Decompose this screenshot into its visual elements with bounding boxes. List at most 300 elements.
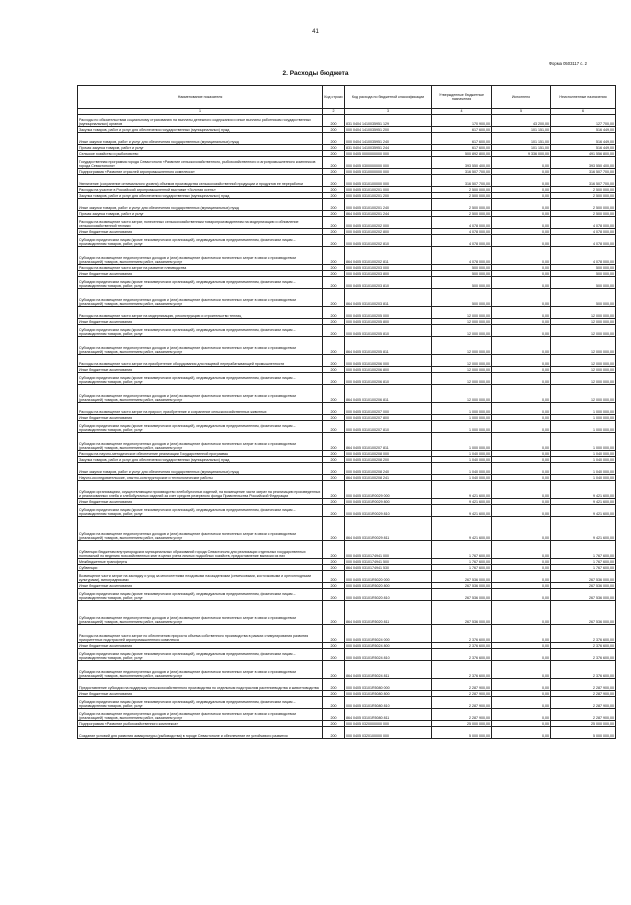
row-executed: 0,00	[492, 289, 551, 307]
row-remaining: 5 000 000,00	[551, 727, 616, 739]
table-row	[78, 433, 616, 451]
page-number: 41	[312, 29, 319, 35]
row-approved: 12 000 000,00	[432, 325, 492, 337]
row-remaining: 2 287 900,00	[551, 679, 616, 691]
row-executed: 0,00	[492, 319, 551, 325]
row-classification-code: 000 0405 0310100208 200	[345, 457, 432, 463]
row-name: Иные бюджетные ассигнования	[78, 229, 323, 235]
row-line-code: 200	[323, 415, 345, 421]
row-approved: 2 500 000,00	[432, 211, 492, 217]
row-remaining: 4 078 000,00	[551, 217, 616, 229]
row-remaining: 12 000 000,00	[551, 385, 616, 403]
row-executed: 0,00	[492, 421, 551, 433]
row-approved: 1 767 600,00	[432, 559, 492, 565]
row-name: Научно-исследовательские, опытно-конструкторские и технологические работы	[78, 475, 323, 481]
row-line-code: 200	[323, 355, 345, 367]
row-line-code: 200	[323, 679, 345, 691]
row-remaining: 1 767 600,00	[551, 541, 616, 559]
row-executed: 0,00	[492, 271, 551, 277]
row-name: Государственная программа города Севастополя «Развитие сельскохозяйственного, рыбохозяйственного и агропромышленного комплексов города Севастополя»	[78, 157, 323, 169]
row-name: Иные бюджетные ассигнования	[78, 367, 323, 373]
row-approved: 2 500 000,00	[432, 187, 492, 193]
row-executed: 0,00	[492, 475, 551, 481]
row-line-code: 200	[323, 565, 345, 571]
row-name: Увеличение (сохранение оптимального уровня) объемов производства сельскохозяйственной продукции и продуктов ее переработки	[78, 175, 323, 187]
row-executed: 0,00	[492, 433, 551, 451]
table-row	[78, 727, 616, 739]
row-executed: 0,00	[492, 277, 551, 289]
row-approved: 1 040 000,00	[432, 451, 492, 457]
row-name: Закупка товаров, работ и услуг для обеспечения государственных (муниципальных) нужд	[78, 127, 323, 133]
table-row	[78, 625, 616, 643]
row-approved: 267 536 000,00	[432, 601, 492, 625]
row-classification-code: 000 0405 0310100203 800	[345, 271, 432, 277]
row-name: Иные бюджетные ассигнования	[78, 583, 323, 589]
row-approved: 2 376 600,00	[432, 625, 492, 643]
row-name: Субсидии на возмещение недополученных доходов и (или) возмещение фактически понесенных затрат в связи с производством (реализацией) товаров, выполнением работ, оказанием услуг	[78, 709, 323, 721]
row-line-code: 200	[323, 697, 345, 709]
row-classification-code: 864 0405 0310100202 811	[345, 247, 432, 265]
row-executed: 0,00	[492, 541, 551, 559]
row-executed: 0,00	[492, 721, 551, 727]
row-classification-code: 864 0405 0310100203 811	[345, 289, 432, 307]
row-classification-code: 000 0405 0310100208 240	[345, 463, 432, 475]
row-line-code: 200	[323, 175, 345, 187]
row-line-code: 200	[323, 319, 345, 325]
row-name: Субсидии на возмещение недополученных доходов и (или) возмещение фактически понесенных затрат в связи с производством (реализацией) товаров, выполнением работ, оказанием услуг	[78, 661, 323, 679]
row-remaining: 500 000,00	[551, 289, 616, 307]
row-classification-code: 000 0405 03101R5020 810	[345, 589, 432, 601]
row-line-code: 200	[323, 661, 345, 679]
row-remaining: 12 000 000,00	[551, 319, 616, 325]
row-approved: 12 000 000,00	[432, 337, 492, 355]
table-row	[78, 289, 616, 307]
table-row	[78, 571, 616, 583]
row-executed: 0,00	[492, 337, 551, 355]
row-approved: 1 000 000,00	[432, 421, 492, 433]
row-name: Подпрограмма «Развитие отраслей агропромышленного комплекса»	[78, 169, 323, 175]
row-line-code: 200	[323, 277, 345, 289]
row-executed: 0,00	[492, 559, 551, 565]
row-classification-code: 000 0405 0320000000 000	[345, 721, 432, 727]
row-classification-code: 000 0405 0310000000 000	[345, 169, 432, 175]
row-classification-code: 000 0405 0310100205 000	[345, 307, 432, 319]
row-line-code: 200	[323, 589, 345, 601]
row-remaining: 500 000,00	[551, 265, 616, 271]
row-approved: 9 421 600,00	[432, 505, 492, 517]
header-approved: Утвержденные бюджетные назначения	[432, 86, 492, 109]
row-name: Расходы на возмещение части затрат на развитие племводства	[78, 265, 323, 271]
row-classification-code: 000 0405 03101R5080 800	[345, 691, 432, 697]
table-row	[78, 403, 616, 415]
row-executed: 0,00	[492, 679, 551, 691]
row-remaining: 2 500 000,00	[551, 199, 616, 211]
table-row	[78, 325, 616, 337]
row-approved: 1 767 600,00	[432, 565, 492, 571]
row-name: Субсидии на возмещение недополученных доходов и (или) возмещение фактически понесенных затрат в связи с производством (реализацией) товаров, выполнением работ, оказанием услуг	[78, 247, 323, 265]
row-executed: 0,00	[492, 697, 551, 709]
row-approved: 25 000 000,00	[432, 721, 492, 727]
row-classification-code: 000 0405 0000000000 000	[345, 151, 432, 157]
table-body	[78, 115, 616, 739]
row-approved: 500 000,00	[432, 289, 492, 307]
row-name: Расходы по обязательствам социальному страхованию на выплаты денежного содержания и иные выплаты работникам государственных (муниципальных) органов	[78, 115, 323, 127]
row-approved: 267 536 000,00	[432, 571, 492, 583]
row-remaining: 267 536 000,00	[551, 601, 616, 625]
row-line-code: 200	[323, 145, 345, 151]
table-row	[78, 337, 616, 355]
row-remaining: 1 040 000,00	[551, 451, 616, 457]
row-executed: 0,00	[492, 727, 551, 739]
row-remaining: 12 000 000,00	[551, 373, 616, 385]
row-approved: 1 000 000,00	[432, 415, 492, 421]
row-remaining: 267 536 000,00	[551, 571, 616, 583]
row-executed: 0,00	[492, 235, 551, 247]
row-approved: 2 376 600,00	[432, 661, 492, 679]
row-approved: 9 421 600,00	[432, 517, 492, 541]
table-row	[78, 709, 616, 721]
row-executed: 0,00	[492, 355, 551, 367]
row-executed: 0,00	[492, 373, 551, 385]
row-classification-code: 000 0405 0310100206 800	[345, 367, 432, 373]
row-remaining: 1 767 600,00	[551, 559, 616, 565]
expenses-table	[77, 85, 616, 739]
row-executed: 0,00	[492, 175, 551, 187]
row-name: Иные бюджетные ассигнования	[78, 319, 323, 325]
row-executed: 0,00	[492, 367, 551, 373]
row-executed: 0,00	[492, 457, 551, 463]
row-name: Иные бюджетные ассигнования	[78, 271, 323, 277]
table-row	[78, 199, 616, 211]
row-approved: 170 900,00	[432, 115, 492, 127]
row-approved: 12 000 000,00	[432, 373, 492, 385]
row-remaining: 1 000 000,00	[551, 415, 616, 421]
row-remaining: 2 500 000,00	[551, 187, 616, 193]
row-classification-code: 864 0405 0310100201 244	[345, 211, 432, 217]
row-line-code: 200	[323, 367, 345, 373]
row-line-code: 200	[323, 499, 345, 505]
row-approved: 1 000 000,00	[432, 433, 492, 451]
row-approved: 12 000 000,00	[432, 367, 492, 373]
row-classification-code: 000 0405 0310100202 810	[345, 235, 432, 247]
row-remaining: 516 449,00	[551, 127, 616, 133]
row-executed: 0,00	[492, 463, 551, 475]
row-line-code: 200	[323, 373, 345, 385]
row-name: Субсидии на возмещение недополученных доходов и (или) возмещение фактически понесенных затрат в связи с производством (реализацией) товаров, выполнением работ, оказанием услуг	[78, 337, 323, 355]
row-remaining: 12 000 000,00	[551, 355, 616, 367]
row-approved: 267 536 000,00	[432, 583, 492, 589]
row-remaining: 1 040 000,00	[551, 475, 616, 481]
table-row	[78, 661, 616, 679]
row-remaining: 2 287 900,00	[551, 691, 616, 697]
row-name: Иные закупки товаров, работ и услуг для обеспечения государственных (муниципальных) нужд	[78, 133, 323, 145]
row-line-code: 200	[323, 643, 345, 649]
row-executed: 0,00	[492, 643, 551, 649]
row-executed: 0,00	[492, 691, 551, 697]
row-name: Закупка товаров, работ и услуг для обеспечения государственных (муниципальных) нужд	[78, 193, 323, 199]
row-executed: 101 151,00	[492, 127, 551, 133]
row-executed: 101 151,00	[492, 133, 551, 145]
row-line-code: 200	[323, 187, 345, 193]
column-number: 3	[345, 109, 432, 115]
row-name: Создание условий для развития аквакультуры (рыбоводства) в городе Севастополе и обеспечение ее устойчивого развития	[78, 727, 323, 739]
row-line-code: 200	[323, 601, 345, 625]
row-approved: 500 892 800,00	[432, 151, 492, 157]
row-line-code: 200	[323, 727, 345, 739]
row-classification-code: 000 0405 0310100201 000	[345, 187, 432, 193]
row-name: Субсидии на возмещение недополученных доходов и (или) возмещение фактически понесенных затрат в связи с производством (реализацией) товаров, выполнением работ, оказанием услуг	[78, 517, 323, 541]
row-classification-code: 000 0405 0300000000 000	[345, 157, 432, 169]
row-remaining: 500 000,00	[551, 277, 616, 289]
row-classification-code: 000 0404 1410035951 240	[345, 133, 432, 145]
row-executed: 0,00	[492, 415, 551, 421]
row-approved: 4 078 000,00	[432, 235, 492, 247]
row-name: Субвенции	[78, 565, 323, 571]
row-line-code: 200	[323, 247, 345, 265]
row-line-code: 200	[323, 235, 345, 247]
row-line-code: 200	[323, 271, 345, 277]
row-line-code: 200	[323, 289, 345, 307]
row-approved: 2 287 900,00	[432, 709, 492, 721]
row-approved: 2 287 900,00	[432, 679, 492, 691]
row-classification-code: 864 0405 0310174941 530	[345, 565, 432, 571]
row-name: Иные закупки товаров, работ и услуг для обеспечения государственных (муниципальных) нужд	[78, 199, 323, 211]
row-line-code: 200	[323, 229, 345, 235]
row-name: Субсидии юридическим лицам (кроме некоммерческих организаций), индивидуальным предпринимателям, физическим лицам – производителям товаров, работ, услуг	[78, 325, 323, 337]
row-line-code: 200	[323, 649, 345, 661]
row-line-code: 200	[323, 151, 345, 157]
row-remaining: 1 000 000,00	[551, 421, 616, 433]
row-approved: 2 376 600,00	[432, 643, 492, 649]
row-executed: 0,00	[492, 661, 551, 679]
row-approved: 2 287 900,00	[432, 691, 492, 697]
row-remaining: 2 287 900,00	[551, 697, 616, 709]
row-name: Расходы на возмещение части затрат, понесенных сельскохозяйственным товаропроизводителям на модернизацию и обновление сельскохозяйственной техники	[78, 217, 323, 229]
column-number: 2	[323, 109, 345, 115]
row-name: Субсидии организациям, осуществляющим производство хлебобулочных изделий, на возмещение части затрат на реализацию произведенных и реализованных хлеба и хлебобулочных изделий за счет средств резервного фонда Правительства Российской Федерации	[78, 481, 323, 499]
row-classification-code: 864 0405 03101R5020 811	[345, 601, 432, 625]
header-line-code: Код строки	[323, 86, 345, 109]
row-executed: 0,00	[492, 481, 551, 499]
column-number: 6	[551, 109, 616, 115]
table-row	[78, 421, 616, 433]
row-line-code: 200	[323, 193, 345, 199]
row-executed: 0,00	[492, 583, 551, 589]
table-row	[78, 235, 616, 247]
row-name: Субсидии на возмещение недополученных доходов и (или) возмещение фактически понесенных затрат в связи с производством (реализацией) товаров, выполнением работ, оказанием услуг	[78, 601, 323, 625]
row-remaining: 516 449,00	[551, 145, 616, 151]
row-classification-code: 000 0405 03101R5024 000	[345, 625, 432, 643]
row-remaining: 9 421 600,00	[551, 517, 616, 541]
row-line-code: 200	[323, 265, 345, 271]
table-row	[78, 277, 616, 289]
table-row	[78, 355, 616, 367]
row-line-code: 200	[323, 133, 345, 145]
row-classification-code: 000 0405 03101R0029 800	[345, 499, 432, 505]
row-classification-code: 000 0405 03101R5024 810	[345, 649, 432, 661]
row-name: Иные бюджетные ассигнования	[78, 415, 323, 421]
row-remaining: 491 556 800,00	[551, 151, 616, 157]
row-classification-code: 000 0405 0310100206 810	[345, 373, 432, 385]
row-name: Субсидии на возмещение недополученных доходов и (или) возмещение фактически понесенных затрат в связи с производством (реализацией) товаров, выполнением работ, оказанием услуг	[78, 385, 323, 403]
row-remaining: 393 550 400,00	[551, 157, 616, 169]
row-line-code: 200	[323, 541, 345, 559]
row-line-code: 200	[323, 709, 345, 721]
row-classification-code: 000 0405 0310100203 000	[345, 265, 432, 271]
row-executed: 0,00	[492, 211, 551, 217]
row-name: Субсидии юридическим лицам (кроме некоммерческих организаций), индивидуальным предпринимателям, физическим лицам – производителям товаров, работ, услуг	[78, 697, 323, 709]
row-name: Иные бюджетные ассигнования	[78, 643, 323, 649]
row-approved: 5 000 000,00	[432, 727, 492, 739]
row-name: Иные бюджетные ассигнования	[78, 691, 323, 697]
table-row	[78, 115, 616, 127]
row-classification-code: 000 0405 0320100000 000	[345, 727, 432, 739]
row-name: Субсидии юридическим лицам (кроме некоммерческих организаций), индивидуальным предпринимателям, физическим лицам – производителям товаров, работ, услуг	[78, 505, 323, 517]
row-name: Расходы на научно-методическое обеспечение реализации Государственной программы	[78, 451, 323, 457]
row-classification-code: 000 0405 0310174941 000	[345, 541, 432, 559]
row-remaining: 4 078 000,00	[551, 229, 616, 235]
row-line-code: 200	[323, 115, 345, 127]
column-number: 5	[492, 109, 551, 115]
row-name: Субсидии на возмещение недополученных доходов и (или) возмещение фактически понесенных затрат в связи с производством (реализацией) товаров, выполнением работ, оказанием услуг	[78, 289, 323, 307]
table-row	[78, 649, 616, 661]
row-approved: 12 000 000,00	[432, 355, 492, 367]
row-approved: 12 000 000,00	[432, 319, 492, 325]
row-name: Расходы на возмещение части затрат по обеспечению прироста объема собственного производства в рамках стимулирования развития приоритетных подотраслей агропромышленного комплекса	[78, 625, 323, 643]
row-remaining: 9 421 600,00	[551, 505, 616, 517]
row-name: Предоставление субсидии на поддержку сельскохозяйственного производства по отдельным подотраслям растениеводства и животноводства	[78, 679, 323, 691]
row-remaining: 2 376 600,00	[551, 625, 616, 643]
row-remaining: 127 700,00	[551, 115, 616, 127]
row-executed: 0,00	[492, 625, 551, 643]
row-approved: 2 500 000,00	[432, 199, 492, 211]
row-approved: 617 600,00	[432, 133, 492, 145]
row-classification-code: 000 0405 03101R0029 000	[345, 481, 432, 499]
row-executed: 0,00	[492, 601, 551, 625]
row-remaining: 1 040 000,00	[551, 463, 616, 475]
row-classification-code: 000 0405 0310100201 200	[345, 193, 432, 199]
row-remaining: 316 507 700,00	[551, 169, 616, 175]
row-line-code: 200	[323, 421, 345, 433]
row-remaining: 2 376 600,00	[551, 661, 616, 679]
column-number: 4	[432, 109, 492, 115]
table-row	[78, 133, 616, 145]
row-approved: 12 000 000,00	[432, 385, 492, 403]
row-name: Иные закупки товаров, работ и услуг для обеспечения государственных (муниципальных) нужд	[78, 463, 323, 475]
row-name: Субсидии юридическим лицам (кроме некоммерческих организаций), индивидуальным предпринимателям, физическим лицам – производителям товаров, работ, услуг	[78, 235, 323, 247]
row-remaining: 500 000,00	[551, 271, 616, 277]
row-approved: 2 376 600,00	[432, 649, 492, 661]
row-executed: 0,00	[492, 193, 551, 199]
row-name: Иные бюджетные ассигнования	[78, 499, 323, 505]
row-executed: 0,00	[492, 217, 551, 229]
row-remaining: 9 421 600,00	[551, 481, 616, 499]
row-approved: 4 078 000,00	[432, 229, 492, 235]
row-classification-code: 000 0405 0310100000 000	[345, 175, 432, 187]
row-line-code: 200	[323, 505, 345, 517]
table-row	[78, 373, 616, 385]
row-executed: 0,00	[492, 229, 551, 235]
row-remaining: 25 000 000,00	[551, 721, 616, 727]
row-classification-code: 000 0405 03101R5020 000	[345, 571, 432, 583]
row-executed: 0,00	[492, 265, 551, 271]
row-executed: 0,00	[492, 499, 551, 505]
row-approved: 4 078 000,00	[432, 247, 492, 265]
row-line-code: 200	[323, 517, 345, 541]
row-remaining: 267 536 000,00	[551, 589, 616, 601]
table-row	[78, 217, 616, 229]
row-name: Возмещение части затрат на закладку и уход за многолетними плодовыми насаждениями (семечковыми, косточковыми и орехоплодными культурами), виноградниками	[78, 571, 323, 583]
row-line-code: 200	[323, 325, 345, 337]
row-classification-code: 000 0405 0310100203 810	[345, 277, 432, 289]
table-row	[78, 517, 616, 541]
row-remaining: 316 507 700,00	[551, 175, 616, 187]
table-row	[78, 589, 616, 601]
row-name: Субсидии юридическим лицам (кроме некоммерческих организаций), индивидуальным предпринимателям, физическим лицам – производителям товаров, работ, услуг	[78, 589, 323, 601]
row-classification-code: 000 0405 0310100205 810	[345, 325, 432, 337]
row-approved: 12 000 000,00	[432, 307, 492, 319]
row-remaining: 267 536 000,00	[551, 583, 616, 589]
row-approved: 393 550 400,00	[432, 157, 492, 169]
row-name: Расходы на возмещение части затрат на модернизацию, реконструкцию и строительство теплиц	[78, 307, 323, 319]
row-line-code: 200	[323, 721, 345, 727]
row-classification-code: 000 0405 0310100207 810	[345, 421, 432, 433]
table-row	[78, 679, 616, 691]
row-remaining: 12 000 000,00	[551, 307, 616, 319]
row-remaining: 1 767 600,00	[551, 565, 616, 571]
table-row	[78, 541, 616, 559]
row-classification-code: 864 0405 0310100205 811	[345, 337, 432, 355]
row-remaining: 2 500 000,00	[551, 211, 616, 217]
row-line-code: 200	[323, 559, 345, 565]
row-name: Сельское хозяйство и рыболовство	[78, 151, 323, 157]
row-name: Подпрограмма «Развитие рыбохозяйственного комплекса»	[78, 721, 323, 727]
row-line-code: 200	[323, 475, 345, 481]
row-executed: 0,00	[492, 169, 551, 175]
row-classification-code: 000 0405 03101R5024 800	[345, 643, 432, 649]
row-executed: 0,00	[492, 157, 551, 169]
row-remaining: 4 078 000,00	[551, 247, 616, 265]
row-classification-code: 000 0405 0310100201 240	[345, 199, 432, 211]
row-line-code: 200	[323, 463, 345, 475]
header-classification-code: Код расхода по бюджетной классификации	[345, 86, 432, 109]
row-name: Расходы на возмещение части затрат на прирост, приобретение и сохранение сельскохозяйственных животных	[78, 403, 323, 415]
row-remaining: 12 000 000,00	[551, 325, 616, 337]
table-row	[78, 697, 616, 709]
row-approved: 500 000,00	[432, 271, 492, 277]
row-line-code: 200	[323, 433, 345, 451]
row-remaining: 9 421 600,00	[551, 499, 616, 505]
row-name: Субсидии юридическим лицам (кроме некоммерческих организаций), индивидуальным предпринимателям, физическим лицам – производителям товаров, работ, услуг	[78, 649, 323, 661]
row-classification-code: 000 0405 03101R5080 000	[345, 679, 432, 691]
row-classification-code: 864 0405 0310100206 811	[345, 385, 432, 403]
row-classification-code: 000 0405 0310100202 800	[345, 229, 432, 235]
row-classification-code: 864 0405 0310100207 811	[345, 433, 432, 451]
row-name: Расходы на возмещение части затрат на приобретение оборудования для пищевой перерабатывающей промышленности	[78, 355, 323, 367]
row-approved: 500 000,00	[432, 265, 492, 271]
row-name: Расходы на участие в Российской агропромышленной выставке «Золотая осень»	[78, 187, 323, 193]
row-name: Субвенции бюджетам внутригородских муниципальных образований города Севастополя для реализации отдельных государственных полномочий по ведению похозяйственных книг в целях учета личных подсобных хозяйств, предоставление выписки из них	[78, 541, 323, 559]
column-number: 1	[78, 109, 323, 115]
row-executed: 9 336 000,00	[492, 151, 551, 157]
row-classification-code: 000 0405 03101R0029 810	[345, 505, 432, 517]
table-row	[78, 127, 616, 133]
form-code: Форма 0503117 с. 2	[548, 61, 587, 66]
row-executed: 0,00	[492, 589, 551, 601]
row-line-code: 200	[323, 451, 345, 457]
row-name: Закупка товаров, работ и услуг для обеспечения государственных (муниципальных) нужд	[78, 457, 323, 463]
row-name: Субсидии юридическим лицам (кроме некоммерческих организаций), индивидуальным предпринимателям, физическим лицам – производителям товаров, работ, услуг	[78, 277, 323, 289]
